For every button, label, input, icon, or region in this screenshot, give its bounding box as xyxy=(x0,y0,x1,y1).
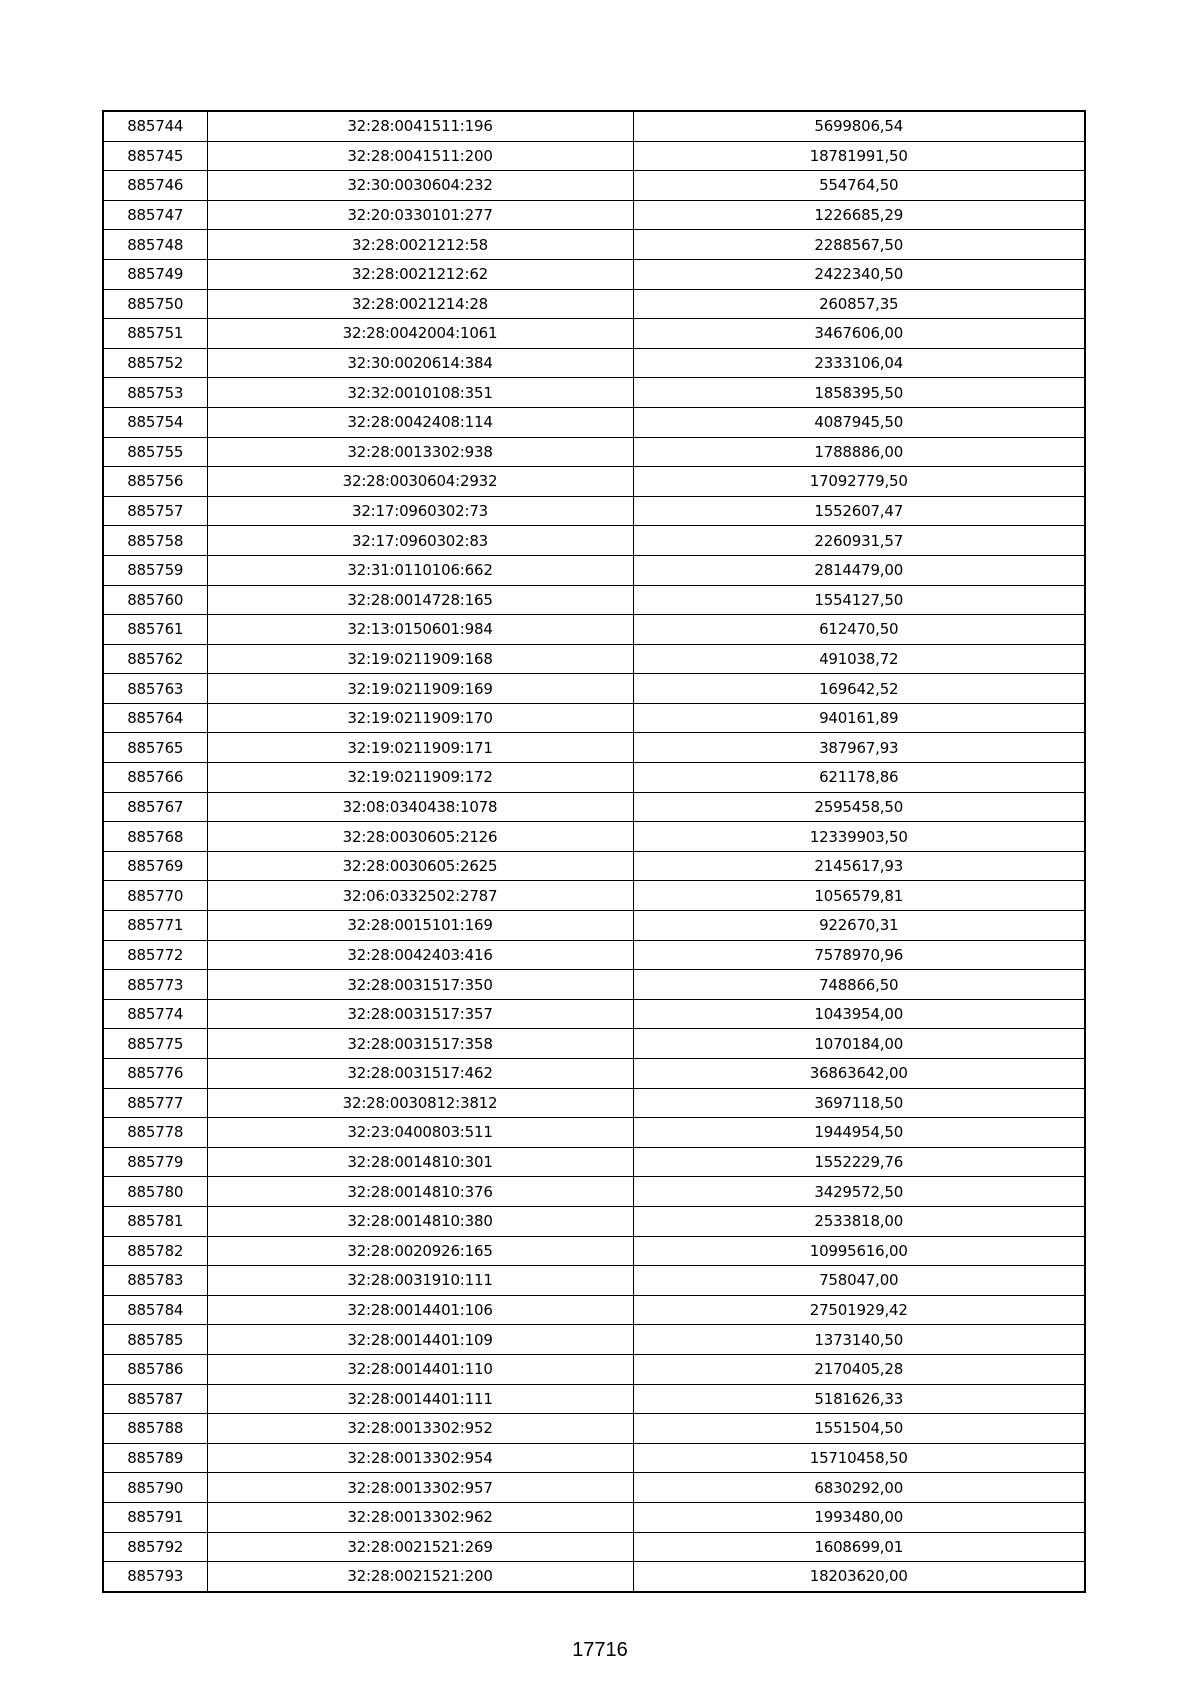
row-id-cell: 885779 xyxy=(103,1147,207,1177)
value-cell: 2333106,04 xyxy=(633,348,1085,378)
table-row xyxy=(103,467,1085,497)
cadastral-number-cell: 32:28:0030604:2932 xyxy=(207,467,633,497)
cadastral-number-cell: 32:28:0014810:376 xyxy=(207,1177,633,1207)
table-row xyxy=(103,585,1085,615)
row-id-cell: 885756 xyxy=(103,467,207,497)
row-id-cell: 885791 xyxy=(103,1502,207,1532)
cadastral-number-cell: 32:28:0031517:350 xyxy=(207,970,633,1000)
table-row xyxy=(103,674,1085,704)
table-row xyxy=(103,1266,1085,1296)
table-row xyxy=(103,940,1085,970)
value-cell: 260857,35 xyxy=(633,289,1085,319)
cadastral-number-cell: 32:28:0042408:114 xyxy=(207,407,633,437)
table-row xyxy=(103,171,1085,201)
table-row xyxy=(103,526,1085,556)
value-cell: 169642,52 xyxy=(633,674,1085,704)
table-row xyxy=(103,1502,1085,1532)
value-cell: 612470,50 xyxy=(633,615,1085,645)
row-id-cell: 885765 xyxy=(103,733,207,763)
row-id-cell: 885790 xyxy=(103,1473,207,1503)
value-cell: 12339903,50 xyxy=(633,822,1085,852)
table-row xyxy=(103,733,1085,763)
row-id-cell: 885769 xyxy=(103,851,207,881)
value-cell: 1070184,00 xyxy=(633,1029,1085,1059)
cadastral-number-cell: 32:17:0960302:83 xyxy=(207,526,633,556)
row-id-cell: 885782 xyxy=(103,1236,207,1266)
value-cell: 3467606,00 xyxy=(633,319,1085,349)
cadastral-number-cell: 32:28:0013302:954 xyxy=(207,1443,633,1473)
cadastral-number-cell: 32:32:0010108:351 xyxy=(207,378,633,408)
table-row xyxy=(103,1147,1085,1177)
value-cell: 15710458,50 xyxy=(633,1443,1085,1473)
table-row xyxy=(103,1029,1085,1059)
cadastral-number-cell: 32:28:0014810:380 xyxy=(207,1206,633,1236)
row-id-cell: 885759 xyxy=(103,555,207,585)
cadastral-number-cell: 32:28:0013302:938 xyxy=(207,437,633,467)
data-table xyxy=(102,110,1086,1593)
value-cell: 1608699,01 xyxy=(633,1532,1085,1562)
value-cell: 5181626,33 xyxy=(633,1384,1085,1414)
cadastral-number-cell: 32:28:0030605:2625 xyxy=(207,851,633,881)
table-row xyxy=(103,141,1085,171)
row-id-cell: 885744 xyxy=(103,111,207,141)
row-id-cell: 885768 xyxy=(103,822,207,852)
row-id-cell: 885752 xyxy=(103,348,207,378)
row-id-cell: 885761 xyxy=(103,615,207,645)
table-row xyxy=(103,911,1085,941)
cadastral-number-cell: 32:19:0211909:171 xyxy=(207,733,633,763)
row-id-cell: 885746 xyxy=(103,171,207,201)
row-id-cell: 885771 xyxy=(103,911,207,941)
table-row xyxy=(103,496,1085,526)
value-cell: 2422340,50 xyxy=(633,259,1085,289)
table-row xyxy=(103,1295,1085,1325)
row-id-cell: 885784 xyxy=(103,1295,207,1325)
value-cell: 5699806,54 xyxy=(633,111,1085,141)
row-id-cell: 885748 xyxy=(103,230,207,260)
value-cell: 922670,31 xyxy=(633,911,1085,941)
table-row xyxy=(103,881,1085,911)
cadastral-number-cell: 32:28:0014401:111 xyxy=(207,1384,633,1414)
cadastral-number-cell: 32:28:0031517:357 xyxy=(207,999,633,1029)
row-id-cell: 885758 xyxy=(103,526,207,556)
value-cell: 1858395,50 xyxy=(633,378,1085,408)
row-id-cell: 885773 xyxy=(103,970,207,1000)
table-row xyxy=(103,970,1085,1000)
table-row xyxy=(103,1118,1085,1148)
value-cell: 1056579,81 xyxy=(633,881,1085,911)
value-cell: 3429572,50 xyxy=(633,1177,1085,1207)
value-cell: 4087945,50 xyxy=(633,407,1085,437)
table-row xyxy=(103,1325,1085,1355)
row-id-cell: 885760 xyxy=(103,585,207,615)
value-cell: 7578970,96 xyxy=(633,940,1085,970)
row-id-cell: 885754 xyxy=(103,407,207,437)
value-cell: 3697118,50 xyxy=(633,1088,1085,1118)
value-cell: 1993480,00 xyxy=(633,1502,1085,1532)
cadastral-number-cell: 32:19:0211909:170 xyxy=(207,703,633,733)
row-id-cell: 885783 xyxy=(103,1266,207,1296)
value-cell: 2260931,57 xyxy=(633,526,1085,556)
cadastral-number-cell: 32:28:0014728:165 xyxy=(207,585,633,615)
cadastral-number-cell: 32:28:0021214:28 xyxy=(207,289,633,319)
cadastral-number-cell: 32:28:0021521:200 xyxy=(207,1562,633,1592)
cadastral-number-cell: 32:28:0041511:196 xyxy=(207,111,633,141)
table-row xyxy=(103,1206,1085,1236)
table-row xyxy=(103,348,1085,378)
value-cell: 387967,93 xyxy=(633,733,1085,763)
row-id-cell: 885780 xyxy=(103,1177,207,1207)
value-cell: 1552607,47 xyxy=(633,496,1085,526)
value-cell: 621178,86 xyxy=(633,763,1085,793)
cadastral-number-cell: 32:28:0013302:957 xyxy=(207,1473,633,1503)
row-id-cell: 885776 xyxy=(103,1059,207,1089)
row-id-cell: 885763 xyxy=(103,674,207,704)
table-row xyxy=(103,1473,1085,1503)
table-row xyxy=(103,200,1085,230)
value-cell: 2814479,00 xyxy=(633,555,1085,585)
cadastral-number-cell: 32:28:0021212:58 xyxy=(207,230,633,260)
cadastral-number-cell: 32:28:0031910:111 xyxy=(207,1266,633,1296)
row-id-cell: 885766 xyxy=(103,763,207,793)
cadastral-number-cell: 32:28:0014401:109 xyxy=(207,1325,633,1355)
cadastral-number-cell: 32:30:0030604:232 xyxy=(207,171,633,201)
cadastral-number-cell: 32:28:0013302:962 xyxy=(207,1502,633,1532)
value-cell: 2170405,28 xyxy=(633,1354,1085,1384)
table-body xyxy=(103,111,1085,1592)
table-row xyxy=(103,111,1085,141)
cadastral-number-cell: 32:19:0211909:172 xyxy=(207,763,633,793)
cadastral-number-cell: 32:28:0042403:416 xyxy=(207,940,633,970)
table-row xyxy=(103,644,1085,674)
table-row xyxy=(103,259,1085,289)
table-row xyxy=(103,555,1085,585)
cadastral-number-cell: 32:28:0041511:200 xyxy=(207,141,633,171)
row-id-cell: 885745 xyxy=(103,141,207,171)
value-cell: 2595458,50 xyxy=(633,792,1085,822)
table-row xyxy=(103,792,1085,822)
value-cell: 1043954,00 xyxy=(633,999,1085,1029)
table-row xyxy=(103,1532,1085,1562)
cadastral-number-cell: 32:28:0015101:169 xyxy=(207,911,633,941)
cadastral-number-cell: 32:08:0340438:1078 xyxy=(207,792,633,822)
row-id-cell: 885770 xyxy=(103,881,207,911)
table-row xyxy=(103,763,1085,793)
row-id-cell: 885757 xyxy=(103,496,207,526)
table-row xyxy=(103,1177,1085,1207)
row-id-cell: 885781 xyxy=(103,1206,207,1236)
value-cell: 554764,50 xyxy=(633,171,1085,201)
cadastral-number-cell: 32:28:0021212:62 xyxy=(207,259,633,289)
table-row xyxy=(103,1059,1085,1089)
cadastral-number-cell: 32:30:0020614:384 xyxy=(207,348,633,378)
table-row xyxy=(103,851,1085,881)
row-id-cell: 885762 xyxy=(103,644,207,674)
row-id-cell: 885793 xyxy=(103,1562,207,1592)
row-id-cell: 885777 xyxy=(103,1088,207,1118)
row-id-cell: 885749 xyxy=(103,259,207,289)
table-row xyxy=(103,289,1085,319)
value-cell: 1551504,50 xyxy=(633,1414,1085,1444)
table-row xyxy=(103,615,1085,645)
row-id-cell: 885792 xyxy=(103,1532,207,1562)
cadastral-number-cell: 32:28:0014810:301 xyxy=(207,1147,633,1177)
value-cell: 1373140,50 xyxy=(633,1325,1085,1355)
value-cell: 6830292,00 xyxy=(633,1473,1085,1503)
value-cell: 2533818,00 xyxy=(633,1206,1085,1236)
table-row xyxy=(103,1443,1085,1473)
cadastral-number-cell: 32:28:0030605:2126 xyxy=(207,822,633,852)
cadastral-number-cell: 32:28:0014401:106 xyxy=(207,1295,633,1325)
value-cell: 36863642,00 xyxy=(633,1059,1085,1089)
cadastral-number-cell: 32:23:0400803:511 xyxy=(207,1118,633,1148)
row-id-cell: 885755 xyxy=(103,437,207,467)
value-cell: 10995616,00 xyxy=(633,1236,1085,1266)
table-row xyxy=(103,437,1085,467)
row-id-cell: 885753 xyxy=(103,378,207,408)
row-id-cell: 885772 xyxy=(103,940,207,970)
cadastral-number-cell: 32:28:0021521:269 xyxy=(207,1532,633,1562)
cadastral-number-cell: 32:28:0042004:1061 xyxy=(207,319,633,349)
value-cell: 18203620,00 xyxy=(633,1562,1085,1592)
value-cell: 1552229,76 xyxy=(633,1147,1085,1177)
table-row xyxy=(103,407,1085,437)
cadastral-number-cell: 32:28:0031517:358 xyxy=(207,1029,633,1059)
value-cell: 27501929,42 xyxy=(633,1295,1085,1325)
cadastral-number-cell: 32:28:0030812:3812 xyxy=(207,1088,633,1118)
table-row xyxy=(103,822,1085,852)
table-row xyxy=(103,1384,1085,1414)
row-id-cell: 885751 xyxy=(103,319,207,349)
table-row xyxy=(103,230,1085,260)
table-row xyxy=(103,1088,1085,1118)
row-id-cell: 885778 xyxy=(103,1118,207,1148)
cadastral-number-cell: 32:19:0211909:169 xyxy=(207,674,633,704)
row-id-cell: 885767 xyxy=(103,792,207,822)
row-id-cell: 885789 xyxy=(103,1443,207,1473)
value-cell: 1554127,50 xyxy=(633,585,1085,615)
value-cell: 748866,50 xyxy=(633,970,1085,1000)
table-row xyxy=(103,1562,1085,1592)
cadastral-number-cell: 32:17:0960302:73 xyxy=(207,496,633,526)
row-id-cell: 885775 xyxy=(103,1029,207,1059)
cadastral-number-cell: 32:20:0330101:277 xyxy=(207,200,633,230)
value-cell: 1226685,29 xyxy=(633,200,1085,230)
table-row xyxy=(103,999,1085,1029)
table-row xyxy=(103,378,1085,408)
table-row xyxy=(103,1354,1085,1384)
value-cell: 18781991,50 xyxy=(633,141,1085,171)
row-id-cell: 885774 xyxy=(103,999,207,1029)
cadastral-number-cell: 32:13:0150601:984 xyxy=(207,615,633,645)
value-cell: 2145617,93 xyxy=(633,851,1085,881)
table-row xyxy=(103,703,1085,733)
cadastral-number-cell: 32:28:0013302:952 xyxy=(207,1414,633,1444)
cadastral-number-cell: 32:28:0014401:110 xyxy=(207,1354,633,1384)
page-number: 17716 xyxy=(572,1639,628,1661)
cadastral-number-cell: 32:19:0211909:168 xyxy=(207,644,633,674)
table-row xyxy=(103,1414,1085,1444)
value-cell: 2288567,50 xyxy=(633,230,1085,260)
cadastral-number-cell: 32:28:0031517:462 xyxy=(207,1059,633,1089)
row-id-cell: 885785 xyxy=(103,1325,207,1355)
row-id-cell: 885787 xyxy=(103,1384,207,1414)
table-row xyxy=(103,319,1085,349)
value-cell: 1788886,00 xyxy=(633,437,1085,467)
value-cell: 491038,72 xyxy=(633,644,1085,674)
cadastral-number-cell: 32:06:0332502:2787 xyxy=(207,881,633,911)
cadastral-number-cell: 32:28:0020926:165 xyxy=(207,1236,633,1266)
cadastral-number-cell: 32:31:0110106:662 xyxy=(207,555,633,585)
value-cell: 758047,00 xyxy=(633,1266,1085,1296)
row-id-cell: 885747 xyxy=(103,200,207,230)
value-cell: 17092779,50 xyxy=(633,467,1085,497)
row-id-cell: 885764 xyxy=(103,703,207,733)
row-id-cell: 885750 xyxy=(103,289,207,319)
row-id-cell: 885788 xyxy=(103,1414,207,1444)
row-id-cell: 885786 xyxy=(103,1354,207,1384)
table-row xyxy=(103,1236,1085,1266)
value-cell: 940161,89 xyxy=(633,703,1085,733)
value-cell: 1944954,50 xyxy=(633,1118,1085,1148)
